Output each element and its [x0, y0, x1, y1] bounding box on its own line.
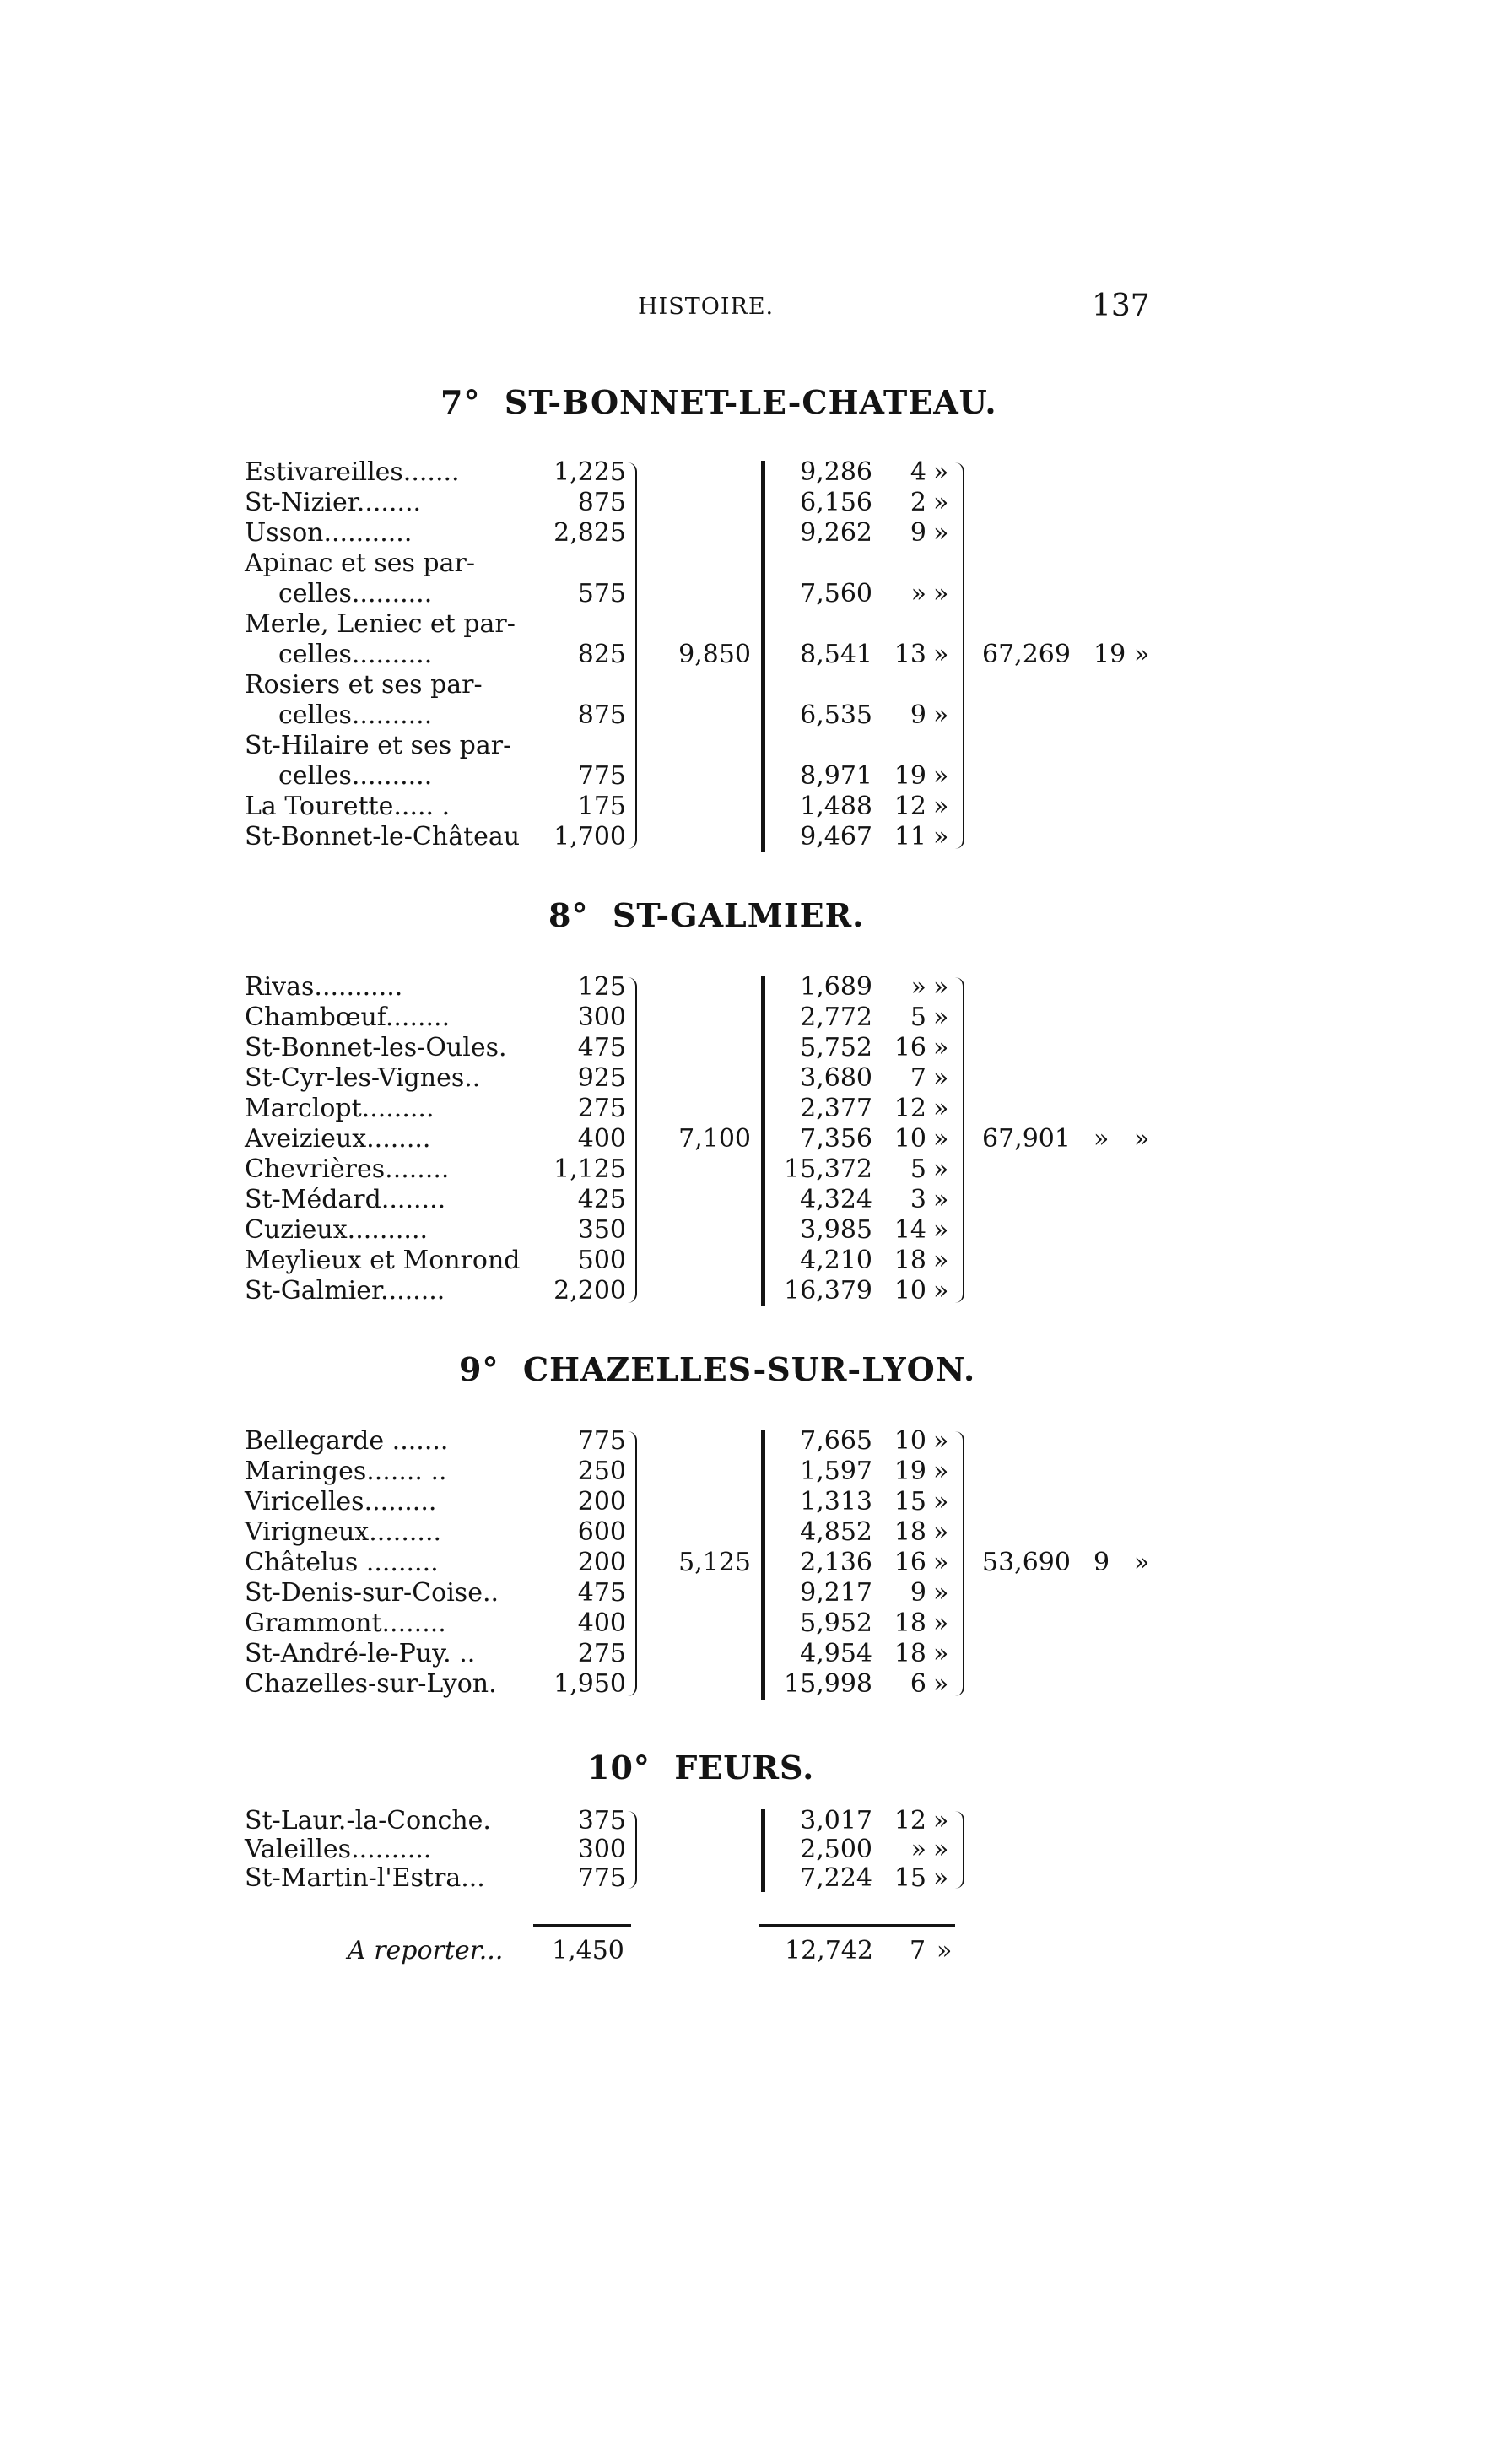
section-title [459, 1350, 975, 1388]
commune-area: 1,125 [554, 1154, 626, 1184]
commune-marks: » [933, 1835, 949, 1864]
section-total: 53,690 [982, 1548, 1071, 1577]
commune-cents: 18 [894, 1246, 926, 1275]
commune-revenue: 8,541 [800, 640, 872, 669]
commune-area: 775 [577, 1426, 626, 1456]
commune-revenue: 9,286 [800, 457, 872, 487]
commune-cents: 7 [910, 1063, 926, 1093]
commune-area: 875 [577, 488, 626, 517]
commune-name: Viricelles......... [245, 1487, 437, 1516]
commune-revenue: 1,689 [800, 972, 872, 1002]
commune-area: 825 [577, 640, 626, 669]
commune-marks: » [933, 1426, 949, 1456]
commune-revenue: 3,680 [800, 1063, 872, 1093]
commune-revenue: 4,852 [800, 1517, 872, 1547]
commune-name: St-Hilaire et ses par- [245, 731, 512, 760]
commune-cents: 18 [894, 1639, 926, 1668]
commune-cents: 9 [910, 518, 926, 548]
section-number: 8° [548, 896, 589, 934]
brace [628, 462, 637, 849]
running-title: HISTOIRE. [638, 294, 775, 320]
section-total: 67,269 [982, 640, 1071, 669]
commune-name: Usson........... [245, 518, 413, 548]
commune-cents: 10 [894, 1426, 926, 1456]
commune-marks: » [933, 1124, 949, 1154]
commune-name: Rosiers et ses par- [245, 670, 483, 700]
commune-area: 775 [577, 1863, 626, 1893]
section-name: CHAZELLES-SUR-LYON. [522, 1350, 976, 1388]
carry-over-area: 1,450 [552, 1936, 624, 1965]
commune-area: 475 [577, 1033, 626, 1062]
commune-cents: 12 [894, 1094, 926, 1123]
section-subtotal: 5,125 [678, 1548, 751, 1577]
carry-over-tail: » [937, 1936, 953, 1965]
section-total-cents: 19 [1094, 640, 1126, 669]
commune-area: 475 [577, 1578, 626, 1608]
section-total-tail: » [1134, 1548, 1150, 1577]
section-title [548, 896, 864, 934]
commune-cents: 5 [910, 1154, 926, 1184]
brace [628, 1431, 637, 1696]
commune-cents: 19 [894, 1457, 926, 1486]
commune-revenue: 1,313 [800, 1487, 872, 1516]
commune-revenue: 16,379 [784, 1276, 872, 1305]
commune-area: 1,225 [554, 457, 626, 487]
commune-area: 300 [577, 1835, 626, 1864]
commune-revenue: 15,998 [784, 1669, 872, 1699]
commune-marks: » [933, 1003, 949, 1032]
commune-area: 425 [577, 1185, 626, 1214]
commune-name: celles.......... [278, 640, 433, 669]
commune-area: 300 [577, 1003, 626, 1032]
commune-name: St-Martin-l'Estra... [245, 1863, 485, 1893]
commune-revenue: 6,156 [800, 488, 872, 517]
commune-revenue: 3,017 [800, 1806, 872, 1835]
commune-revenue: 4,210 [800, 1246, 872, 1275]
commune-cents: 4 [910, 457, 926, 487]
column-rule [761, 461, 765, 852]
commune-cents: 14 [894, 1215, 926, 1245]
commune-cents: 18 [894, 1517, 926, 1547]
commune-name: Meylieux et Monrond [245, 1246, 521, 1275]
commune-name: celles.......... [278, 579, 433, 608]
commune-name: La Tourette..... . [245, 792, 451, 821]
commune-name: celles.......... [278, 700, 433, 730]
commune-revenue: 4,324 [800, 1185, 872, 1214]
commune-marks: » [933, 1669, 949, 1699]
section-subtotal: 7,100 [678, 1124, 751, 1154]
commune-area: 400 [577, 1608, 626, 1638]
commune-marks: » [933, 1185, 949, 1214]
commune-area: 375 [577, 1806, 626, 1835]
commune-name: St-Nizier........ [245, 488, 422, 517]
commune-marks: » [933, 1457, 949, 1486]
commune-revenue: 7,356 [800, 1124, 872, 1154]
commune-marks: » [933, 1215, 949, 1245]
carry-over-label: A reporter... [348, 1936, 504, 1965]
commune-revenue: 6,535 [800, 700, 872, 730]
brace [955, 462, 964, 849]
commune-marks: » [933, 457, 949, 487]
commune-cents: 16 [894, 1548, 926, 1577]
commune-name: Estivareilles....... [245, 457, 460, 487]
commune-area: 500 [577, 1246, 626, 1275]
commune-cents: 6 [910, 1669, 926, 1699]
commune-cents: 10 [894, 1276, 926, 1305]
commune-revenue: 7,560 [800, 579, 872, 608]
commune-name: Maringes....... .. [245, 1457, 447, 1486]
commune-cents: » [910, 972, 926, 1002]
commune-marks: » [933, 488, 949, 517]
brace [955, 977, 964, 1303]
commune-cents: 3 [910, 1185, 926, 1214]
commune-area: 125 [577, 972, 626, 1002]
section-title [440, 383, 997, 421]
commune-name: Chevrières........ [245, 1154, 450, 1184]
commune-cents: 2 [910, 488, 926, 517]
commune-revenue: 2,136 [800, 1548, 872, 1577]
commune-cents: 12 [894, 792, 926, 821]
commune-marks: » [933, 1548, 949, 1577]
commune-cents: 15 [894, 1487, 926, 1516]
section-total-tail: » [1134, 1124, 1150, 1154]
commune-area: 400 [577, 1124, 626, 1154]
commune-revenue: 7,665 [800, 1426, 872, 1456]
commune-revenue: 1,597 [800, 1457, 872, 1486]
commune-cents: » [910, 1835, 926, 1864]
commune-name: Aveizieux........ [245, 1124, 431, 1154]
section-number: 10° [587, 1749, 651, 1787]
section-total-cents: » [1094, 1124, 1110, 1154]
commune-name: St-Cyr-les-Vignes.. [245, 1063, 481, 1093]
commune-cents: 11 [894, 822, 926, 851]
commune-area: 1,950 [554, 1669, 626, 1699]
commune-marks: » [933, 761, 949, 791]
commune-marks: » [933, 1863, 949, 1893]
commune-marks: » [933, 822, 949, 851]
commune-name: Bellegarde ....... [245, 1426, 449, 1456]
commune-revenue: 15,372 [784, 1154, 872, 1184]
section-number: 7° [440, 383, 481, 421]
commune-marks: » [933, 792, 949, 821]
commune-name: St-Galmier........ [245, 1276, 446, 1305]
commune-area: 575 [577, 579, 626, 608]
commune-marks: » [933, 518, 949, 548]
commune-marks: » [933, 1806, 949, 1835]
commune-area: 275 [577, 1094, 626, 1123]
commune-name: St-Laur.-la-Conche. [245, 1806, 491, 1835]
commune-marks: » [933, 1094, 949, 1123]
column-rule [761, 1430, 765, 1700]
commune-marks: » [933, 1276, 949, 1305]
commune-marks: » [933, 1608, 949, 1638]
commune-cents: 9 [910, 700, 926, 730]
total-rule [759, 1924, 955, 1927]
commune-revenue: 9,217 [800, 1578, 872, 1608]
commune-area: 350 [577, 1215, 626, 1245]
commune-area: 250 [577, 1457, 626, 1486]
section-total-cents: 9 [1094, 1548, 1110, 1577]
commune-name: Rivas........... [245, 972, 403, 1002]
commune-revenue: 9,262 [800, 518, 872, 548]
commune-revenue: 5,952 [800, 1608, 872, 1638]
commune-cents: » [910, 579, 926, 608]
commune-marks: » [933, 1639, 949, 1668]
commune-revenue: 4,954 [800, 1639, 872, 1668]
commune-name: Apinac et ses par- [245, 549, 476, 578]
commune-name: Chazelles-sur-Lyon. [245, 1669, 497, 1699]
commune-cents: 16 [894, 1033, 926, 1062]
commune-cents: 5 [910, 1003, 926, 1032]
commune-name: St-Denis-sur-Coise.. [245, 1578, 500, 1608]
commune-marks: » [933, 640, 949, 669]
carry-over-cents: 7 [910, 1936, 926, 1965]
commune-revenue: 7,224 [800, 1863, 872, 1893]
commune-area: 775 [577, 761, 626, 791]
commune-area: 200 [577, 1487, 626, 1516]
commune-marks: » [933, 1578, 949, 1608]
commune-area: 1,700 [554, 822, 626, 851]
commune-area: 2,825 [554, 518, 626, 548]
brace [628, 977, 637, 1303]
section-number: 9° [459, 1350, 500, 1388]
commune-revenue: 9,467 [800, 822, 872, 851]
commune-cents: 12 [894, 1806, 926, 1835]
commune-name: St-Médard........ [245, 1185, 446, 1214]
section-name: ST-GALMIER. [612, 896, 865, 934]
section-total: 67,901 [982, 1124, 1071, 1154]
column-rule [761, 976, 765, 1306]
brace [955, 1811, 964, 1889]
commune-cents: 15 [894, 1863, 926, 1893]
commune-marks: » [933, 1246, 949, 1275]
commune-revenue: 3,985 [800, 1215, 872, 1245]
section-subtotal: 9,850 [678, 640, 751, 669]
section-name: FEURS. [674, 1749, 815, 1787]
commune-name: Valeilles.......... [245, 1835, 432, 1864]
section-total-tail: » [1134, 640, 1150, 669]
commune-revenue: 8,971 [800, 761, 872, 791]
commune-name: Virigneux......... [245, 1517, 442, 1547]
commune-area: 2,200 [554, 1276, 626, 1305]
commune-marks: » [933, 700, 949, 730]
commune-revenue: 2,772 [800, 1003, 872, 1032]
commune-name: Merle, Leniec et par- [245, 609, 516, 639]
commune-area: 200 [577, 1548, 626, 1577]
commune-cents: 18 [894, 1608, 926, 1638]
commune-area: 925 [577, 1063, 626, 1093]
commune-cents: 19 [894, 761, 926, 791]
commune-marks: » [933, 1063, 949, 1093]
commune-area: 600 [577, 1517, 626, 1547]
commune-area: 175 [577, 792, 626, 821]
section-title [587, 1749, 814, 1787]
commune-area: 875 [577, 700, 626, 730]
commune-name: Cuzieux.......... [245, 1215, 429, 1245]
commune-name: St-Bonnet-les-Oules. [245, 1033, 507, 1062]
commune-marks: » [933, 1517, 949, 1547]
section-name: ST-BONNET-LE-CHATEAU. [504, 383, 997, 421]
commune-revenue: 2,377 [800, 1094, 872, 1123]
commune-cents: 13 [894, 640, 926, 669]
commune-revenue: 5,752 [800, 1033, 872, 1062]
commune-name: Grammont........ [245, 1608, 446, 1638]
total-rule [533, 1924, 631, 1927]
commune-marks: » [933, 1033, 949, 1062]
commune-name: Châtelus ......... [245, 1548, 439, 1577]
carry-over-revenue: 12,742 [785, 1936, 873, 1965]
brace [628, 1811, 637, 1889]
commune-cents: 9 [910, 1578, 926, 1608]
commune-area: 275 [577, 1639, 626, 1668]
brace [955, 1431, 964, 1696]
commune-marks: » [933, 579, 949, 608]
commune-marks: » [933, 972, 949, 1002]
commune-revenue: 2,500 [800, 1835, 872, 1864]
column-rule [761, 1809, 765, 1892]
commune-marks: » [933, 1487, 949, 1516]
commune-name: St-André-le-Puy. .. [245, 1639, 476, 1668]
commune-cents: 10 [894, 1124, 926, 1154]
page-number: 137 [1092, 289, 1150, 323]
commune-name: Chambœuf........ [245, 1003, 451, 1032]
commune-name: Marclopt......... [245, 1094, 435, 1123]
commune-marks: » [933, 1154, 949, 1184]
commune-name: St-Bonnet-le-Château [245, 822, 521, 851]
commune-revenue: 1,488 [800, 792, 872, 821]
commune-name: celles.......... [278, 761, 433, 791]
